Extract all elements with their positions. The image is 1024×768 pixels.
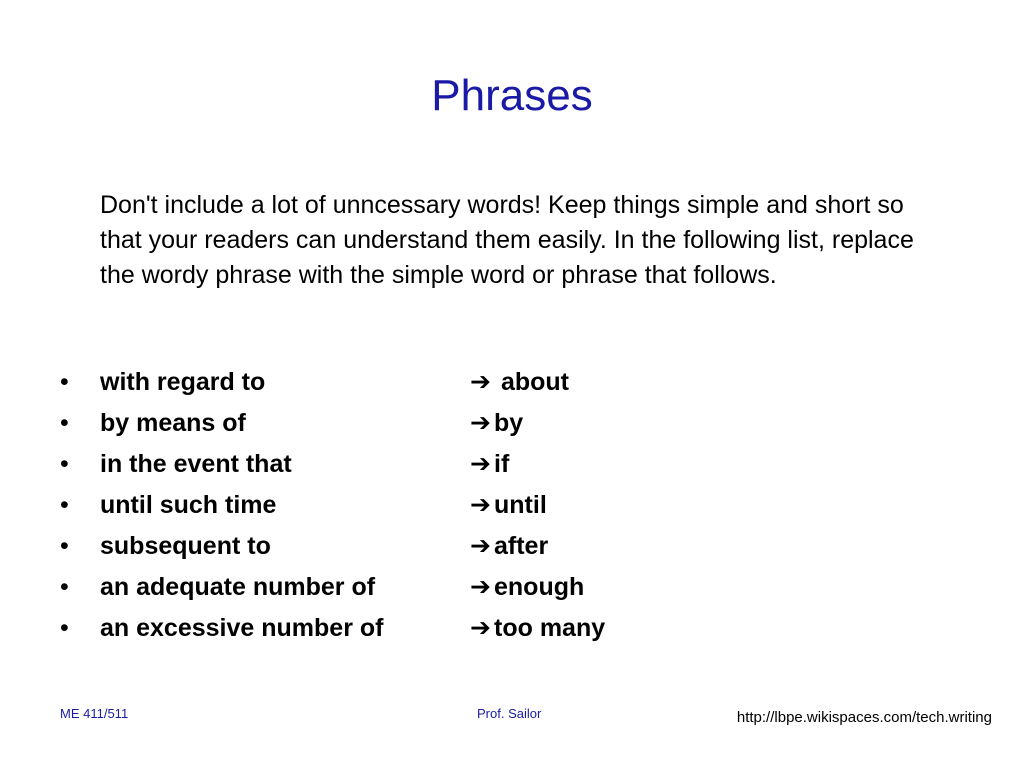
footer-author: Prof. Sailor [477,706,542,721]
phrase-row [0,364,1024,405]
bullet-icon: • [60,368,69,396]
phrase-row [0,446,1024,487]
phrase-row [0,528,1024,569]
arrow-right-icon: ➔ [470,491,491,519]
arrow-right-icon: ➔ [470,409,491,437]
wordy-phrase: until such time [100,491,277,519]
arrow-right-icon: ➔ [470,573,491,601]
wordy-phrase: subsequent to [100,532,271,560]
wordy-phrase: an adequate number of [100,573,376,601]
bullet-icon: • [60,491,69,519]
arrow-right-icon: ➔ [470,614,491,642]
phrase-row [0,569,1024,610]
wordy-phrase: an excessive number of [100,614,384,642]
wordy-phrase: with regard to [100,368,266,396]
phrase-row [0,487,1024,528]
slide-title: Phrases [431,71,593,120]
arrow-right-icon: ➔ [470,450,491,478]
simple-word: enough [494,573,585,601]
bullet-icon: • [60,573,69,601]
bullet-icon: • [60,614,69,642]
simple-word: about [494,368,569,396]
arrow-right-icon: ➔ [470,368,491,396]
footer-url-link[interactable]: http://lbpe.wikispaces.com/tech.writing [736,709,992,726]
bullet-icon: • [60,409,69,437]
arrow-right-icon: ➔ [470,532,491,560]
simple-word: too many [494,614,606,642]
intro-paragraph: Don't include a lot of unncessary words! Keep things simple and short so that your readers can understand them easily. In the following list, replace the wordy phrase with the simple word or phrase that follows. [100,191,914,289]
bullet-icon: • [60,532,69,560]
phrase-list [0,364,1024,651]
simple-word: if [494,450,510,478]
bullet-icon: • [60,450,69,478]
simple-word: until [494,491,547,519]
wordy-phrase: in the event that [100,450,292,478]
simple-word: after [494,532,549,560]
phrase-row [0,405,1024,446]
simple-word: by [494,409,524,437]
footer-course: ME 411/511 [60,706,129,721]
phrase-row [0,610,1024,651]
wordy-phrase: by means of [100,409,246,437]
